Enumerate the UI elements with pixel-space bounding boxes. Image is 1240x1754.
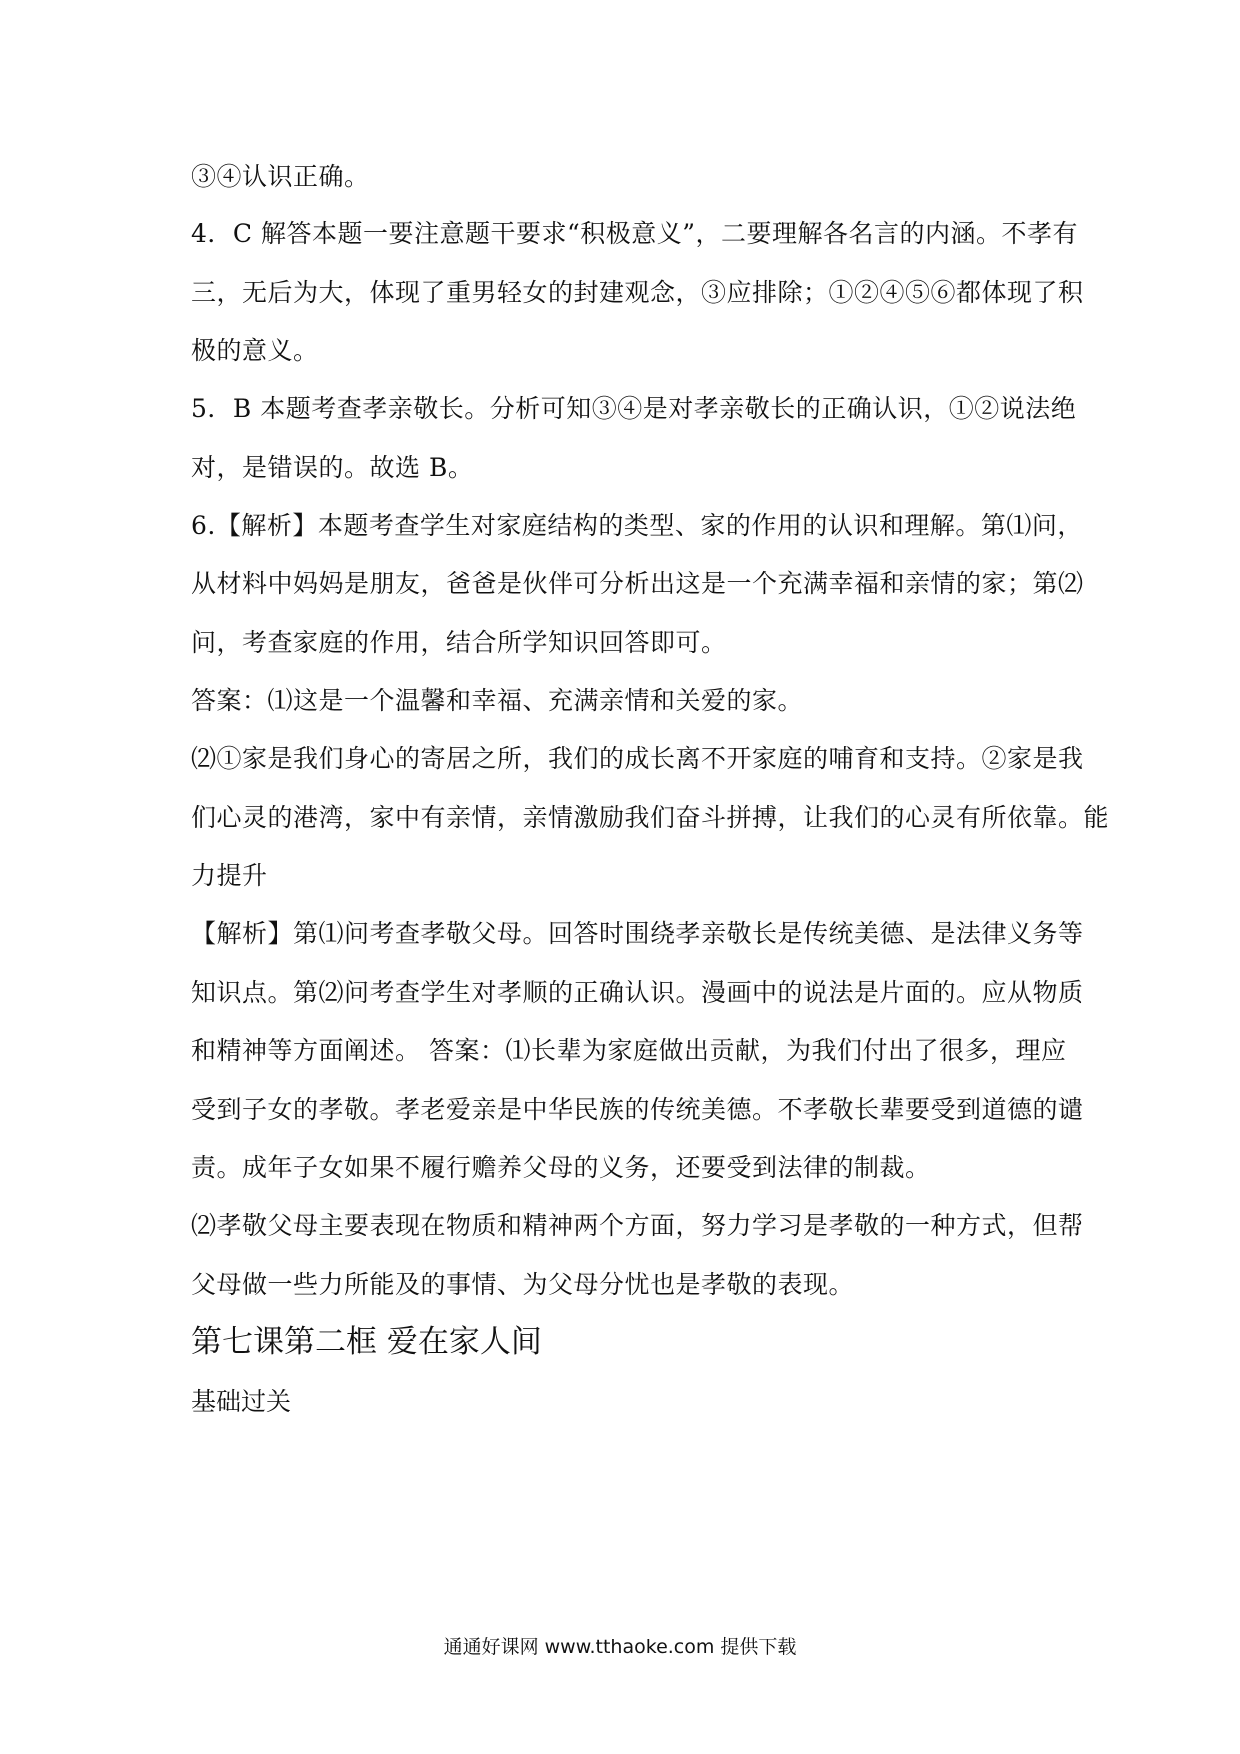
text-line: 受到子女的孝敬。孝老爱亲是中华民族的传统美德。不孝敬长辈要受到道德的谴 bbox=[191, 1095, 1084, 1124]
text-line: 6.【解析】本题考查学生对家庭结构的类型、家的作用的认识和理解。第⑴问， bbox=[191, 511, 1083, 540]
text-line: 知识点。第⑵问考查学生对孝顺的正确认识。漫画中的说法是片面的。应从物质 bbox=[191, 978, 1084, 1007]
text-line: 力提升 bbox=[191, 861, 268, 890]
text-line: 三，无后为大，体现了重男轻女的封建观念，③应排除；①②④⑤⑥都体现了积 bbox=[191, 278, 1084, 307]
text-line: 4．C 解答本题一要注意题干要求“积极意义”，二要理解各名言的内涵。不孝有 bbox=[191, 219, 1079, 248]
page-footer: 通通好课网 www.tthaoke.com 提供下载 bbox=[443, 1636, 797, 1658]
text-line: ③④认识正确。 bbox=[191, 162, 370, 191]
text-line: 【解析】第⑴问考查孝敬父母。回答时围绕孝亲敬长是传统美德、是法律义务等 bbox=[191, 919, 1084, 948]
text-line: 从材料中妈妈是朋友，爸爸是伙伴可分析出这是一个充满幸福和亲情的家；第⑵ bbox=[191, 569, 1084, 598]
text-line: 父母做一些力所能及的事情、为父母分忧也是孝敬的表现。 bbox=[191, 1270, 855, 1299]
text-line: 问，考查家庭的作用，结合所学知识回答即可。 bbox=[191, 628, 727, 657]
text-line: 答案：⑴这是一个温馨和幸福、充满亲情和关爱的家。 bbox=[191, 686, 804, 715]
text-line: ⑵孝敬父母主要表现在物质和精神两个方面，努力学习是孝敬的一种方式，但帮 bbox=[191, 1211, 1084, 1240]
text-line: 们心灵的港湾，家中有亲情，亲情激励我们奋斗拼搏，让我们的心灵有所依靠。能 bbox=[191, 803, 1110, 832]
section-heading: 第七课第二框 爱在家人间 bbox=[191, 1324, 542, 1360]
text-line: 和精神等方面阐述。 答案：⑴长辈为家庭做出贡献，为我们付出了很多，理应 bbox=[191, 1036, 1067, 1065]
text-line: 责。成年子女如果不履行赡养父母的义务，还要受到法律的制裁。 bbox=[191, 1153, 931, 1182]
text-line: ⑵①家是我们身心的寄居之所，我们的成长离不开家庭的哺育和支持。②家是我 bbox=[191, 744, 1084, 773]
section-subheading: 基础过关 bbox=[191, 1387, 292, 1416]
text-line: 5．B 本题考查孝亲敬长。分析可知③④是对孝亲敬长的正确认识，①②说法绝 bbox=[191, 394, 1077, 423]
text-line: 对，是错误的。故选 B。 bbox=[191, 453, 474, 482]
text-line: 极的意义。 bbox=[191, 336, 319, 365]
